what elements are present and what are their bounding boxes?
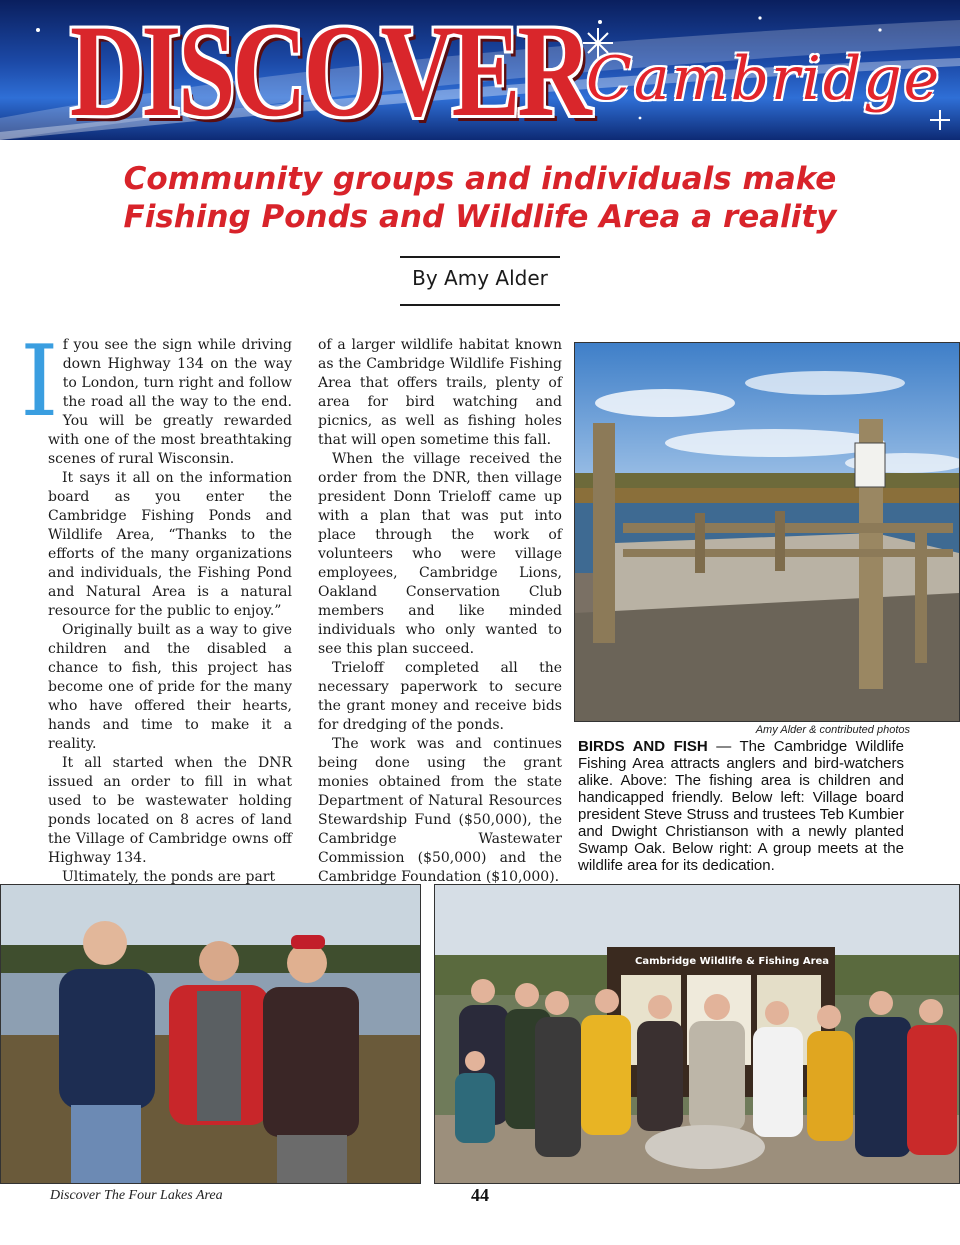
byline-rule-top [400,256,560,258]
paragraph: It says it all on the information board as you enter the Cambridge Fishing Ponds and Wildlife Area, “Thanks to the efforts of the many organizations and individuals, the Fishing Pond and Natural Area is a natural resource for the public to enjoy.” [48,470,292,619]
banner-subtitle: Cambridge [586,44,942,114]
paragraph: Ultimately, the ponds are part [62,869,276,885]
byline-rule-bottom [400,304,560,306]
article-headline [60,160,900,236]
paragraph: If you see the sign while driving down Highway 134 on the way to London, turn right and follow the road all the way to the end. You will be greatly rewarded with one of the most breathtaking scenes of rural Wisconsin. [20,325,292,467]
fishing-dock-photo [574,342,960,722]
paragraph: The work was and continues being done using the grant monies obtained from the state Department of Natural Resources Stewardship Fund ($50,000), the Cambridge Wastewater Commission ($50,000) and the Cambridge Foundation ($10,000). [318,736,562,885]
paragraph: of a larger wildlife habitat known as the Cambridge Wildlife Fishing Area that offers trails, plenty of area for bird watching and picnics, as well as fishing holes that will open sometime this fall. [318,337,562,448]
photo-credit: Amy Alder & contributed photos [755,724,910,736]
masthead-banner [0,0,960,140]
article-column-1 [20,325,292,887]
publication-name: Discover The Four Lakes Area [50,1188,223,1203]
board-members-photo [0,884,421,1184]
byline: By Amy Alder [412,266,548,290]
page-number: 44 [471,1185,489,1205]
wildlife-area-sign-text: Cambridge Wildlife & Fishing Area [635,956,830,967]
caption-body: — The Cambridge Wildlife Fishing Area attracts anglers and bird-watchers alike. Above: The fishing area is children and handicapped friendly. Below left: Village board president Steve Struss and trustees Teb Kumbier and Dwight Christianson with a newly planted Swamp Oak. Below right: A group meets at the wildlife area for its dedication. [578,738,904,874]
paragraph: Originally built as a way to give children and the disabled a chance to fish, this project has become one of pride for the many who have offered their hearts, hands and time to make it a reality. [48,622,292,752]
photo-caption [578,738,904,874]
paragraph: When the village received the order from the DNR, then village president Donn Trieloff came up with a plan that was put into place through the work of volunteers who were village employees, Cambridge Lions, Oakland Conservation Club members and like minded individuals who only wanted to see this plan succeed. [318,451,562,657]
dedication-group-photo [434,884,960,1184]
headline-line-2: Fishing Ponds and Wildlife Area a reality [123,199,837,235]
caption-kicker: BIRDS AND FISH [578,738,708,755]
banner-title: DISCOVER [70,0,589,140]
drop-cap: I [20,325,59,439]
paragraph: It all started when the DNR issued an order to fill in what used to be wastewater holding ponds located on 8 acres of land the Village of Cambridge owns off Highway 134. [48,755,292,866]
headline-line-1: Community groups and individuals make [123,161,837,197]
article-column-2 [318,336,562,887]
paragraph: Trieloff completed all the necessary paperwork to secure the grant money and receive bids for dredging of the ponds. [318,660,562,733]
